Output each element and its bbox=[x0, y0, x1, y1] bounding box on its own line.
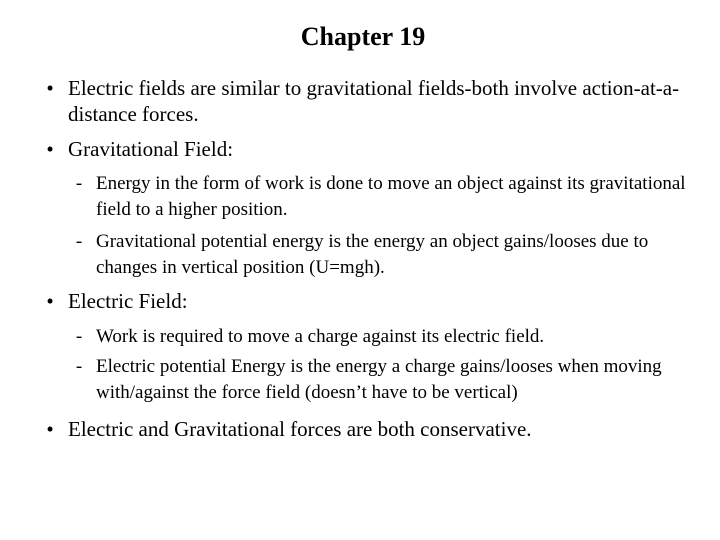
bullet-symbol: • bbox=[46, 137, 54, 161]
bullet-item-3 bbox=[46, 288, 698, 314]
sub-item-text: Energy in the form of work is done to move an object against its gravitational field to a higher position. bbox=[96, 173, 686, 220]
slide-title: Chapter 19 bbox=[300, 22, 426, 51]
bullet-symbol: • bbox=[46, 417, 54, 441]
bullet-text: Gravitational Field: bbox=[68, 137, 234, 161]
dash-symbol: - bbox=[75, 173, 83, 194]
sub-item-text: Gravitational potential energy is the energy an object gains/looses due to changes in vertical position (U=mgh). bbox=[96, 231, 649, 278]
sub-item-2-2 bbox=[75, 229, 686, 281]
sub-item-3-2 bbox=[75, 354, 686, 406]
bullet-item-2 bbox=[46, 136, 698, 162]
bullet-text: Electric fields are similar to gravitational fields-both involve action-at-a-distance forces. bbox=[68, 76, 680, 126]
bullet-text: Electric and Gravitational forces are both conservative. bbox=[68, 417, 532, 441]
sub-item-text: Electric potential Energy is the energy a charge gains/looses when moving with/against the force field (doesn’t have to be vertical) bbox=[96, 356, 662, 403]
sub-item-text: Work is required to move a charge against its electric field. bbox=[96, 326, 545, 347]
bullet-symbol: • bbox=[46, 289, 54, 313]
sub-item-2-1 bbox=[75, 171, 686, 223]
dash-symbol: - bbox=[75, 356, 83, 377]
dash-symbol: - bbox=[75, 326, 83, 347]
bullet-text: Electric Field: bbox=[68, 289, 188, 313]
bullet-item-1 bbox=[46, 75, 698, 127]
bullet-symbol: • bbox=[46, 76, 54, 100]
dash-symbol: - bbox=[75, 231, 83, 252]
bullet-item-4 bbox=[46, 416, 698, 442]
sub-item-3-1 bbox=[75, 324, 686, 350]
